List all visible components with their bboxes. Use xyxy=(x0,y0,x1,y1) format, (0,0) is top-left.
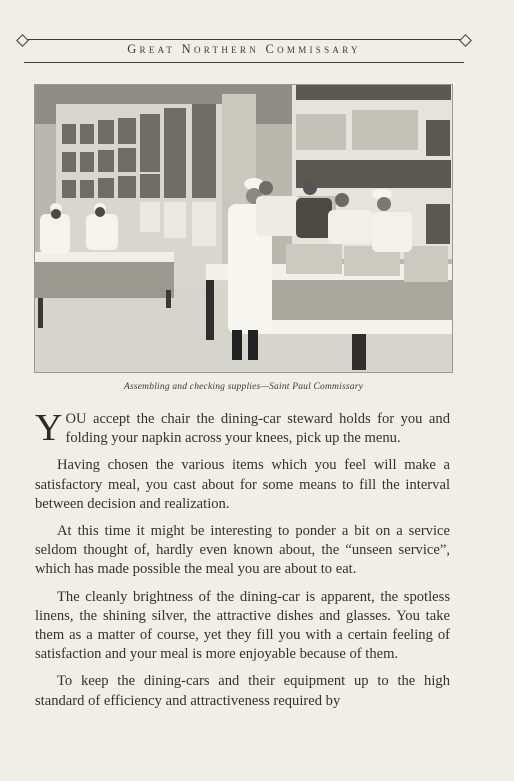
drop-cap: Y xyxy=(35,407,63,449)
running-title: Great Northern Commissary xyxy=(127,42,361,56)
header-top-rule xyxy=(24,39,464,40)
paragraph-4: The cleanly brightness of the dining-car is apparent, the spotless linens, the shining silver, the attractive dishes and glasses. You take them as a matter of course, yet they fill you with a certain feeling of satisfaction and your meal is more enjoyable because of them. xyxy=(35,588,450,663)
photo-caption: Assembling and checking supplies—Saint Paul Commissary xyxy=(123,382,364,392)
header-bottom-rule xyxy=(24,62,464,63)
paragraph-text: OU accept the chair the dining-car steward holds for you and folding your napkin across your knees, pick up the menu. xyxy=(65,411,450,447)
paragraph-1 xyxy=(35,407,450,449)
paragraph-5: To keep the dining-cars and their equipment up to the high standard of efficiency and attractiveness required by xyxy=(35,673,450,709)
commissary-photograph xyxy=(34,84,453,373)
paragraph-2: Having chosen the various items which you feel will make a satisfactory meal, you cast about for some means to fill the interval between decision and realization. xyxy=(35,457,450,512)
paragraph-3: At this time it might be interesting to ponder a bit on a service seldom thought of, hardly even known about, the “unseen service”, which has made possible the meal you are about to eat. xyxy=(35,523,450,578)
article-body xyxy=(35,407,450,719)
